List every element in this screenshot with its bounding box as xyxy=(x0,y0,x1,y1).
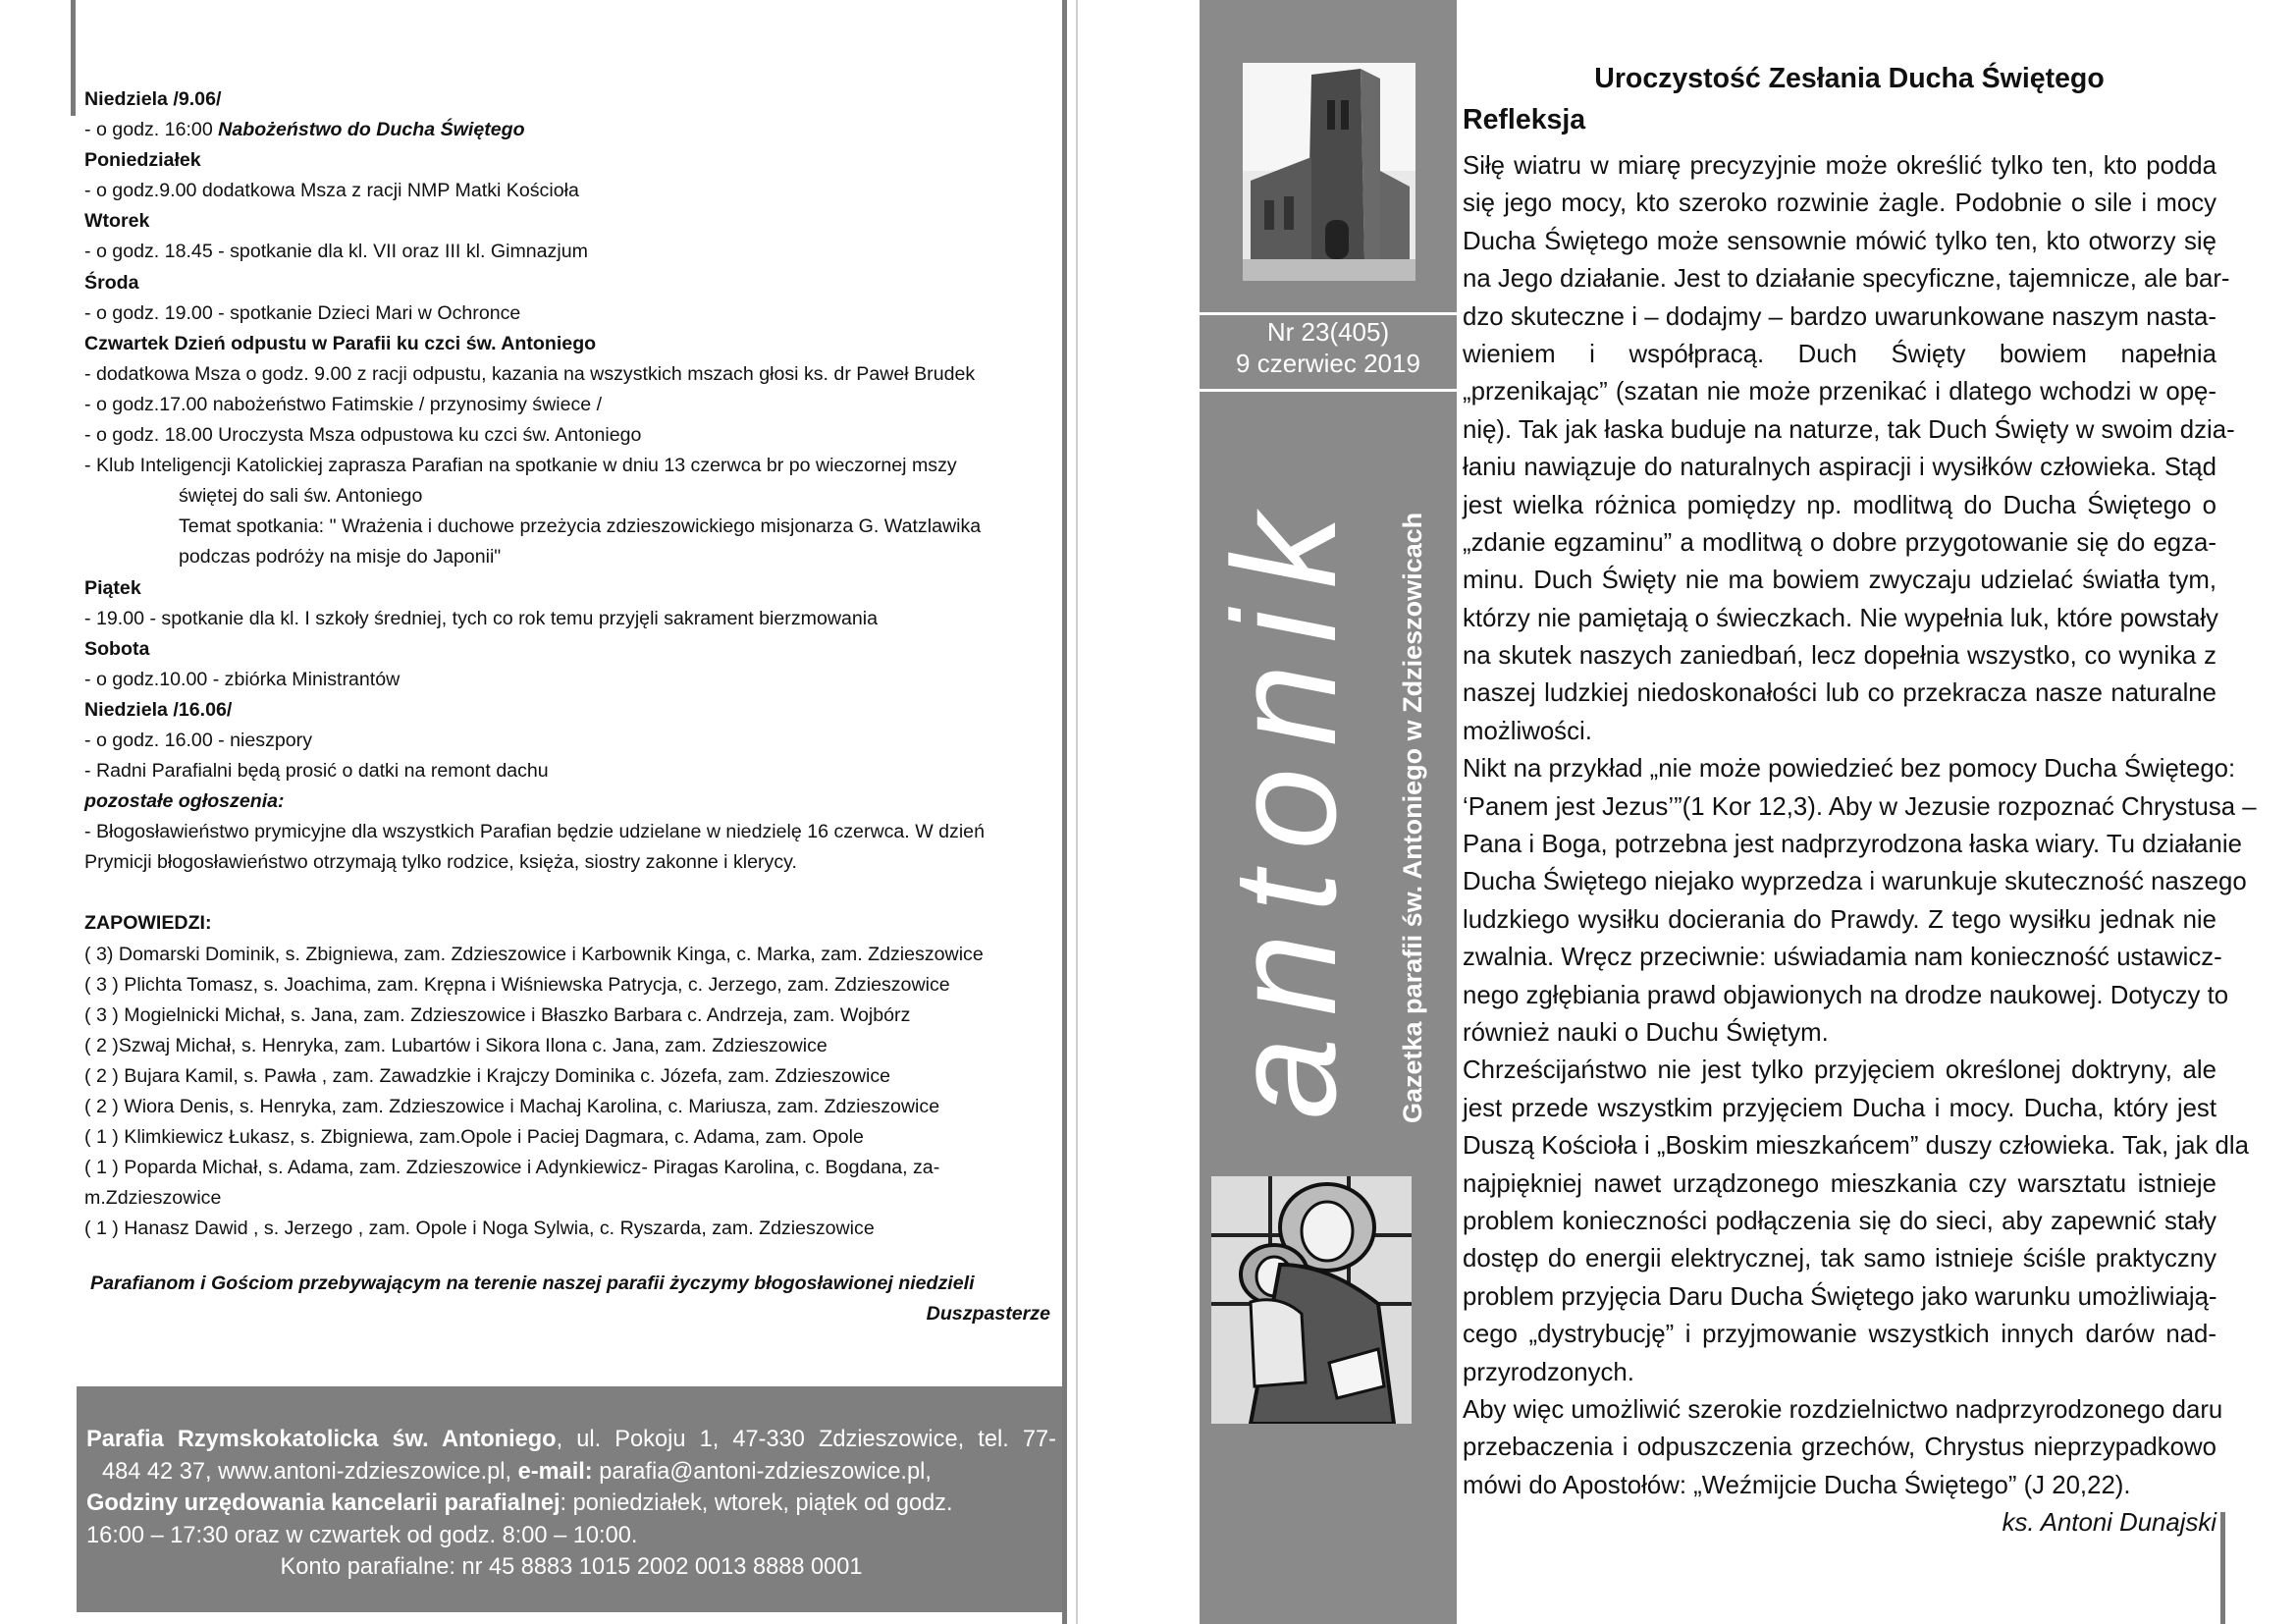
page-gap-line xyxy=(1076,0,1078,1624)
announcement-line: - o godz.10.00 - zbiórka Ministrantów xyxy=(84,668,400,690)
announcement-emphasis: Nabożeństwo do Ducha Świętego xyxy=(218,119,525,141)
page-divider-bar xyxy=(1062,0,1067,1624)
issue-info xyxy=(1200,316,1457,387)
announcement-line: Temat spotkania: " Wrażenia i duchowe przeżycia zdzieszowickiego misjonarza G. Watzlawika xyxy=(179,515,982,538)
announcement-line: - o godz.9.00 dodatkowa Msza z racji NMP Matki Kościoła xyxy=(84,180,579,202)
article-line: Nikt na przykład „nie może powiedzieć bez pomocy Ducha Świętego: xyxy=(1463,755,2236,784)
contact-footer-text xyxy=(86,1424,1056,1584)
announcement-heading: Piątek xyxy=(84,576,141,599)
announcement-line: - o godz. 19.00 - spotkanie Dzieci Mari w Ochronce xyxy=(84,301,521,324)
article-line: „przenikając” (szatan nie może przenikać i dlatego wchodzi w opę- xyxy=(1463,378,2216,406)
article-line: najpiękniej nawet urządzonego mieszkania czy warsztatu istnieje xyxy=(1463,1169,2216,1198)
announcement-line: - o godz. 18.45 - spotkanie dla kl. VII oraz III kl. Gimnazjum xyxy=(84,241,588,263)
article-line: na skutek naszych zaniedbań, lecz dopełnia wszystko, co wynika z xyxy=(1463,642,2216,671)
announcement-line: - dodatkowa Msza o godz. 9.00 z racji odpustu, kazania na wszystkich mszach głosi ks. dr Paweł Brudek xyxy=(84,362,976,385)
announcement-line: - Klub Inteligencji Katolickiej zaprasza Parafian na spotkanie w dniu 13 czerwca br po wieczornej mszy xyxy=(84,455,957,477)
parish-phone-www: 484 42 37, www.antoni-zdzieszowice.pl, xyxy=(102,1458,518,1485)
stained-glass-saint xyxy=(1211,1176,1412,1424)
announcement-line: pozostałe ogłoszenia: xyxy=(84,790,285,813)
right-margin-bar xyxy=(2220,1512,2225,1624)
article-line: się jego mocy, kto szeroko rozwinie żagle. Podobnie o sile i mocy xyxy=(1463,189,2216,218)
office-hours-2: 16:00 – 17:30 oraz w czwartek od godz. 8:00 – 10:00. xyxy=(86,1522,638,1548)
article-line: problem przyjęcia Daru Ducha Świętego jako warunku umożliwiają- xyxy=(1463,1282,2217,1311)
article-line: Aby więc umożliwić szerokie rozdzielnictwo nadprzyrodzonego daru xyxy=(1463,1395,2223,1424)
article-line: wieniem i współpracą. Duch Święty bowiem napełnia xyxy=(1463,340,2216,368)
wishes-signature: Duszpasterze xyxy=(926,1303,1050,1325)
announcement-line: - o godz. 16.00 - nieszpory xyxy=(84,729,312,751)
issue-number: Nr 23(405) xyxy=(1266,317,1390,347)
announcement-heading: Środa xyxy=(84,271,139,294)
issue-date: 9 czerwiec 2019 xyxy=(1236,349,1420,378)
office-hours-label: Godziny urzędowania kancelarii parafialnej xyxy=(86,1490,561,1516)
footer-line-3 xyxy=(86,1488,1056,1520)
announcement-line: ( 1 ) Klimkiewicz Łukasz, s. Zbigniewa, zam.Opole i Paciej Dagmara, c. Adama, zam. Opole xyxy=(84,1126,864,1149)
article-line: Ducha Świętego może sensownie mówić tylko ten, kto otworzy się xyxy=(1463,227,2216,255)
announcement-line: ( 3 ) Mogielnicki Michał, s. Jana, zam. Zdzieszowice i Błaszko Barbara c. Andrzeja, zam. Wojbórz xyxy=(84,1003,911,1026)
announcement-line: świętej do sali św. Antoniego xyxy=(179,485,423,508)
article-line: przebaczenia i odpuszczenia grzechów, Chrystus nieprzypadkowo xyxy=(1463,1434,2216,1462)
announcement-text: - o godz. 16:00 xyxy=(84,119,219,141)
announcement-heading: Niedziela /16.06/ xyxy=(84,698,233,721)
email-label: e-mail: xyxy=(517,1458,593,1485)
article-line: na Jego działanie. Jest to działanie specyficzne, tajemnicze, ale bar- xyxy=(1463,265,2230,294)
article-line: nię). Tak jak łaska buduje na naturze, tak Duch Święty w swoim dzia- xyxy=(1463,415,2235,444)
article-line: ‘Panem jest Jezus’”(1 Kor 12,3). Aby w Jezusie rozpoznać Chrystusa – xyxy=(1463,792,2257,821)
announcement-line: ( 3 ) Plichta Tomasz, s. Joachima, zam. Krępna i Wiśniewska Patrycja, c. Jerzego, zam. Zdzieszowice xyxy=(84,973,950,996)
announcement-line: - o godz.17.00 nabożeństwo Fatimskie / przynosimy świece / xyxy=(84,393,603,415)
article-line: Duszą Kościoła i „Boskim mieszkańcem” duszy człowieka. Tak, jak dla xyxy=(1463,1132,2249,1161)
announcement-line: podczas podróży na misje do Japonii" xyxy=(179,546,502,568)
left-margin-bar xyxy=(71,0,76,116)
masthead-title-svg xyxy=(1207,461,1443,1129)
masthead-subtitle: Gazetka parafii św. Antoniego w Zdzieszowicach xyxy=(1398,512,1427,1123)
announcement-line: ( 1 ) Poparda Michał, s. Adama, zam. Zdzieszowice i Adynkiewicz- Piragas Karolina, c. Bogdana, za- xyxy=(84,1157,940,1179)
article-line: łaniu nawiązuje do naturalnych aspiracji i wysiłków człowieka. Stąd xyxy=(1463,454,2216,482)
article-line: jest przede wszystkim przyjęciem Ducha i mocy. Ducha, który jest xyxy=(1463,1094,2216,1122)
announcement-heading: Czwartek Dzień odpustu w Parafii ku czci św. Antoniego xyxy=(84,332,597,354)
announcement-line xyxy=(84,115,1056,145)
article-line: nego zgłębiania prawd objawionych na drodze naukowej. Dotyczy to xyxy=(1463,981,2229,1009)
article-line: Siłę wiatru w miarę precyzyjnie może określić tylko ten, kto podda xyxy=(1463,152,2216,180)
office-hours-1: : poniedziałek, wtorek, piątek od godz. xyxy=(560,1490,953,1516)
article-line: również nauki o Duchu Świętym. xyxy=(1463,1018,1829,1047)
article-line: Ducha Świętego niejako wyprzedza i warunkuje skuteczność naszego xyxy=(1463,868,2247,896)
article-line: przyrodzonych. xyxy=(1463,1358,1634,1386)
article-line: minu. Duch Święty nie ma bowiem zwyczaju udzielać światła tym, xyxy=(1463,567,2216,595)
masthead-title-block xyxy=(1207,461,1443,1129)
announcement-line: ( 1 ) Hanasz Dawid , s. Jerzego , zam. Opole i Noga Sylwia, c. Ryszarda, zam. Zdzieszowice xyxy=(84,1218,875,1240)
article-line: jest wielka różnica pomiędzy np. modlitwą do Ducha Świętego o xyxy=(1463,491,2216,519)
article-line: którzy nie pamiętają o świeczkach. Nie wypełnia luk, które powstały xyxy=(1463,604,2218,632)
article-line: ludzkiego wysiłku docierania do Prawdy. Z tego wysiłku jednak nie xyxy=(1463,905,2216,934)
announcement-heading: Poniedziałek xyxy=(84,149,201,172)
issue-rule-top xyxy=(1200,312,1457,315)
article-line: dzo skuteczne i – dodajmy – bardzo uwarunkowane naszym nasta- xyxy=(1463,302,2216,331)
article-line: naszej ludzkiej niedoskonałości lub co przekracza nasze naturalne xyxy=(1463,679,2216,708)
article-body xyxy=(1463,147,2257,1542)
saint-icon xyxy=(1211,1176,1412,1424)
footer-line-1 xyxy=(86,1424,1056,1456)
announcement-line: m.Zdzieszowice xyxy=(84,1187,222,1210)
announcement-heading: ZAPOWIEDZI: xyxy=(84,912,212,935)
announcement-line: - Błogosławieństwo prymicyjne dla wszystkich Parafian będzie udzielane w niedzielę 16 czerwca. W dzień xyxy=(84,821,985,843)
article-subtitle: Refleksja xyxy=(1463,104,1586,135)
masthead-title: antonik xyxy=(1207,493,1366,1119)
announcement-line: ( 2 )Szwaj Michał, s. Henryka, zam. Lubartów i Sikora Ilona c. Jana, zam. Zdzieszowice xyxy=(84,1034,828,1056)
article-line: Pana i Boga, potrzebna jest nadprzyrodzona łaska wiary. Tu działanie xyxy=(1463,831,2242,859)
church-icon xyxy=(1243,63,1415,281)
issue-rule-bottom xyxy=(1200,389,1457,392)
article-line: mówi do Apostołów: „Weźmijcie Ducha Świętego” (J 20,22). xyxy=(1463,1471,2131,1499)
parish-address: , ul. Pokoju 1, 47-330 Zdzieszowice, tel. 77- xyxy=(556,1427,1056,1452)
article-line: cego „dystrybucję” i przyjmowanie wszystkich innych darów nad- xyxy=(1463,1321,2216,1349)
article-line: możliwości. xyxy=(1463,717,1592,745)
article-title: Uroczystość Zesłania Ducha Świętego xyxy=(1594,63,2105,94)
announcement-heading: Niedziela /9.06/ xyxy=(84,88,222,110)
announcement-line: - Radni Parafialni będą prosić o datki na remont dachu xyxy=(84,760,549,783)
announcement-line: ( 3) Domarski Dominik, s. Zbigniewa, zam. Zdzieszowice i Karbownik Kinga, c. Marka, zam. Zdzieszowice xyxy=(84,943,984,965)
bank-account: Konto parafialne: nr 45 8883 1015 2002 0013 8888 0001 xyxy=(280,1554,863,1580)
wishes-block xyxy=(90,1269,1050,1329)
footer-line-2 xyxy=(86,1456,1056,1489)
parish-email-link[interactable]: parafia@antoni-zdzieszowice.pl, xyxy=(592,1458,932,1485)
announcement-heading: Wtorek xyxy=(84,210,150,233)
church-photo xyxy=(1243,63,1415,281)
announcement-line: ( 2 ) Bujara Kamil, s. Pawła , zam. Zawadzkie i Krajczy Dominika c. Józefa, zam. Zdzieszowice xyxy=(84,1064,891,1087)
announcement-heading: Sobota xyxy=(84,637,150,660)
announcement-line: ( 2 ) Wiora Denis, s. Henryka, zam. Zdzieszowice i Machaj Karolina, c. Mariusza, zam. Zdzieszowice xyxy=(84,1096,940,1117)
announcement-spacer xyxy=(84,878,1056,908)
wishes-text: Parafianom i Gościom przebywającym na terenie naszej parafii życzymy błogosławionej niedzieli xyxy=(90,1272,975,1294)
article-line: „zdanie egzaminu” a modlitwą o dobre przygotowanie się do egza- xyxy=(1463,528,2216,557)
announcement-line: - 19.00 - spotkanie dla kl. I szkoły średniej, tych co rok temu przyjęli sakrament bierzmowania xyxy=(84,607,879,629)
article-signature: ks. Antoni Dunajski xyxy=(2002,1509,2216,1538)
parish-name: Parafia Rzymskokatolicka św. Antoniego xyxy=(86,1427,557,1452)
article-line: problem konieczności podłączenia się do sieci, aby zapewnić stały xyxy=(1463,1207,2216,1235)
article-line: zwalnia. Wręcz przeciwnie: uświadamia nam konieczność ustawicz- xyxy=(1463,944,2222,972)
announcement-line: Prymicji błogosławieństwo otrzymają tylko rodzice, księża, siostry zakonne i klerycy. xyxy=(84,851,797,874)
announcements-list xyxy=(84,84,1056,1244)
article-line: Chrześcijaństwo nie jest tylko przyjęciem określonej doktryny, ale xyxy=(1463,1056,2216,1085)
article-line: dostęp do energii elektrycznej, tak samo istnieje ściśle praktyczny xyxy=(1463,1245,2216,1273)
announcement-line: - o godz. 18.00 Uroczysta Msza odpustowa ku czci św. Antoniego xyxy=(84,424,642,447)
